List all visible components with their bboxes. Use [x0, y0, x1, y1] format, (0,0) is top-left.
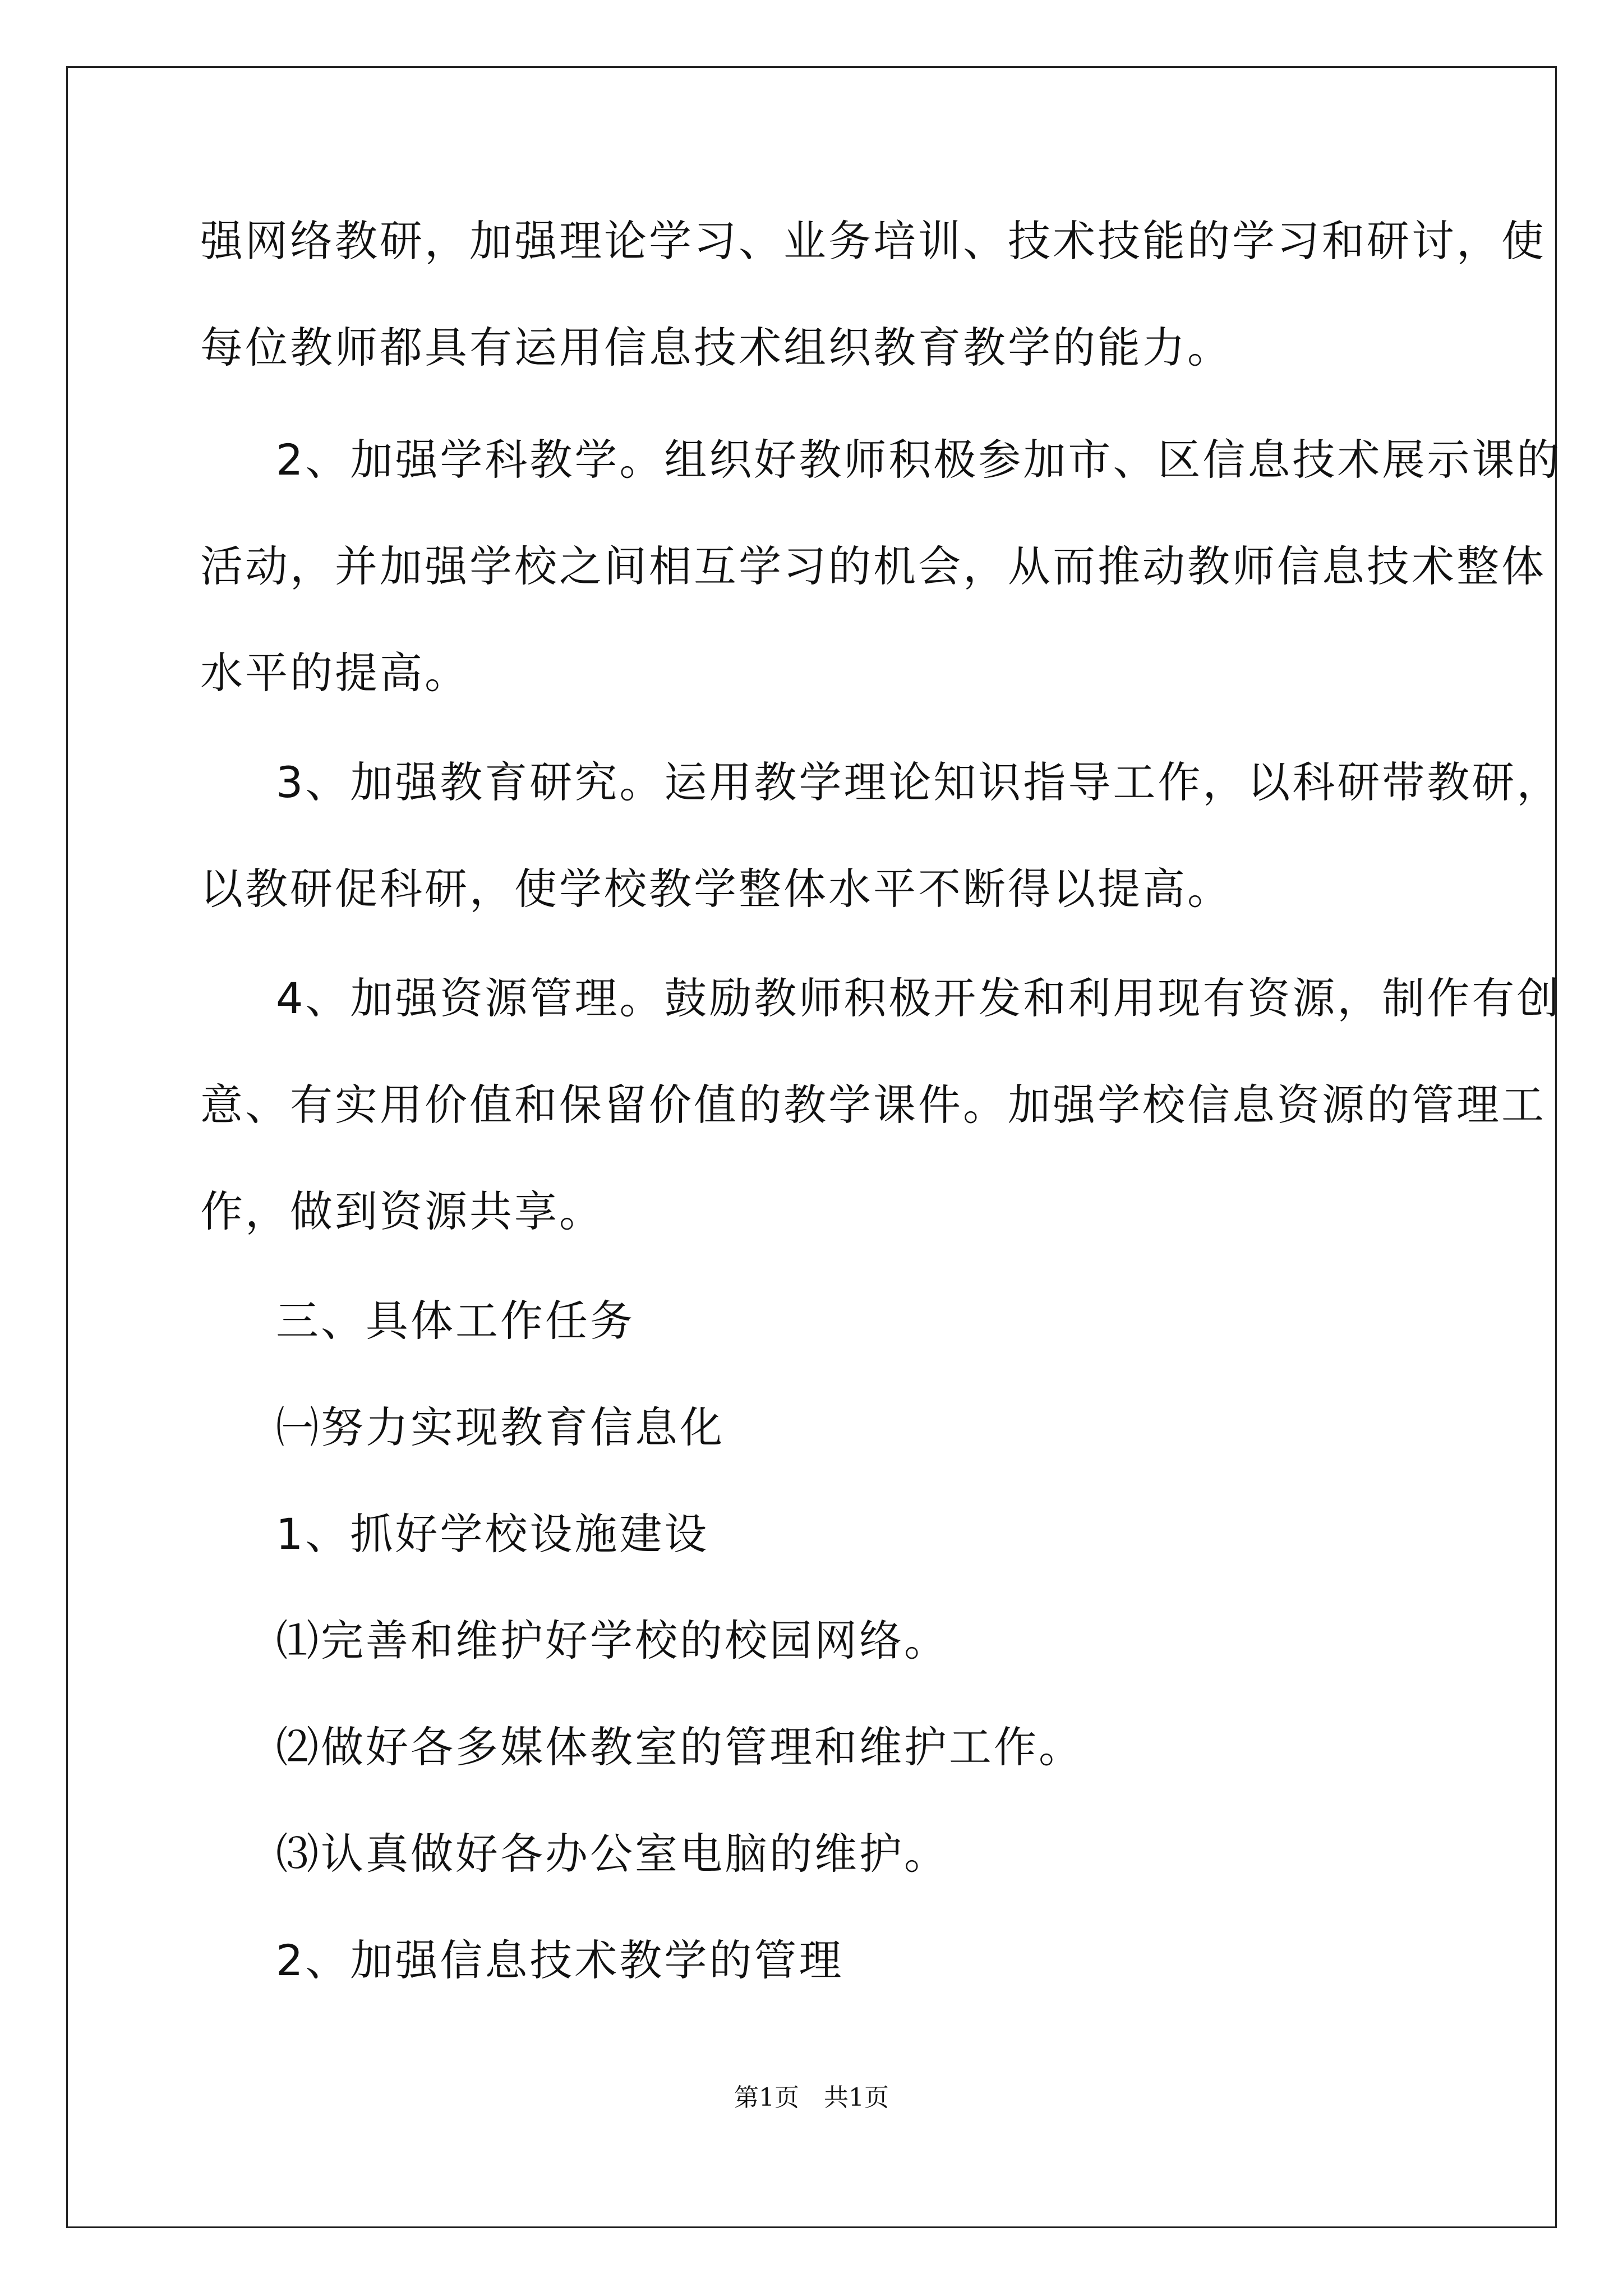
text-line: 意、有实用价值和保留价值的教学课件。加强学校信息资源的管理工	[200, 1080, 1546, 1130]
text-line: 以教研促科研，使学校教学整体水平不断得以提高。	[200, 864, 1232, 914]
item-heading: 2、加强信息技术教学的管理	[276, 1935, 844, 1985]
text-line: 3、加强教育研究。运用教学理论知识指导工作，以科研带教研，	[276, 757, 1562, 807]
text-line: 4、加强资源管理。鼓励教师积极开发和利用现有资源，制作有创	[276, 973, 1562, 1023]
section-heading: 三、具体工作任务	[276, 1296, 635, 1346]
text-line: 每位教师都具有运用信息技术组织教育教学的能力。	[200, 323, 1232, 372]
page-footer: 第1页 共1页	[734, 2083, 889, 2112]
list-item: ⑴完善和维护好学校的校园网络。	[276, 1616, 949, 1665]
text-line: 强网络教研，加强理论学习、业务培训、技术技能的学习和研讨，使	[200, 216, 1546, 266]
list-item: ⑵做好各多媒体教室的管理和维护工作。	[276, 1722, 1083, 1772]
subsection-heading: ㈠努力实现教育信息化	[276, 1402, 725, 1452]
text-line: 2、加强学科教学。组织好教师积极参加市、区信息技术展示课的	[276, 435, 1562, 485]
text-line: 水平的提高。	[200, 648, 469, 698]
item-heading: 1、抓好学校设施建设	[276, 1509, 709, 1559]
text-line: 活动，并加强学校之间相互学习的机会，从而推动教师信息技术整体	[200, 541, 1546, 591]
text-line: 作，做到资源共享。	[200, 1186, 604, 1236]
page-border	[66, 66, 1557, 2228]
list-item: ⑶认真做好各办公室电脑的维护。	[276, 1829, 949, 1879]
